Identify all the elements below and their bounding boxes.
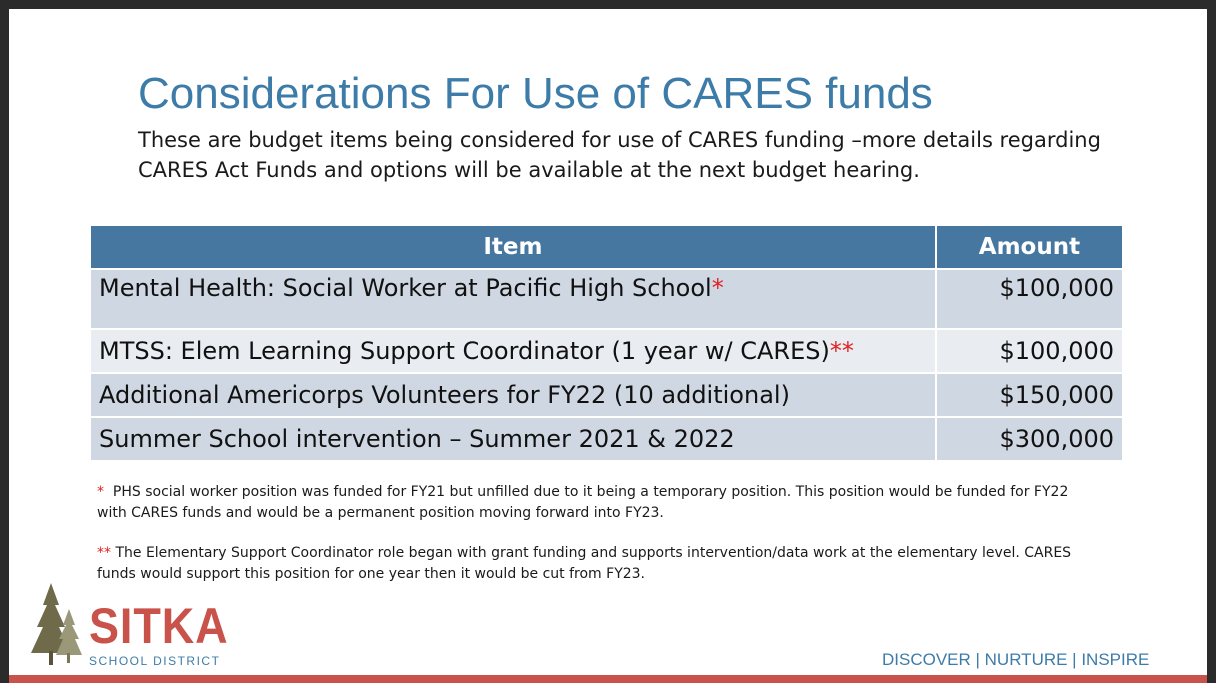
item-text: Mental Health: Social Worker at Pacific High School: [99, 274, 712, 302]
column-header-item: Item: [90, 225, 936, 269]
footnote-marker: *: [711, 274, 724, 302]
footnote-support-coordinator: [97, 543, 1117, 585]
item-cell: [90, 373, 936, 417]
window-frame-top: [0, 0, 1216, 9]
item-cell: [90, 329, 936, 373]
footnote-text: with CARES funds and would be a permanent position moving forward into FY23.: [97, 505, 664, 521]
item-cell: [90, 417, 936, 461]
window-frame-right: [1207, 0, 1216, 683]
subtitle-line: CARES Act Funds and options will be available at the next budget hearing.: [138, 158, 920, 182]
bottom-accent-bar: [9, 675, 1207, 683]
table-row: [90, 329, 1123, 373]
amount-cell: $150,000: [936, 373, 1123, 417]
column-header-amount: Amount: [936, 225, 1123, 269]
amount-cell: $100,000: [936, 329, 1123, 373]
amount-cell: $100,000: [936, 269, 1123, 329]
slide: [9, 9, 1207, 683]
item-text: MTSS: Elem Learning Support Coordinator (1 year w/ CARES): [99, 337, 830, 365]
item-text: Additional Americorps Volunteers for FY22 (10 additional): [99, 381, 790, 409]
footnote-marker: **: [829, 337, 854, 365]
tagline: DISCOVER | NURTURE | INSPIRE: [882, 650, 1150, 669]
budget-table: [89, 224, 1124, 462]
footnote-text: The Elementary Support Coordinator role began with grant funding and supports intervention/data work at the elementary level. CARES: [115, 545, 1072, 561]
footnote-text: PHS social worker position was funded for FY21 but unfilled due to it being a temporary position. This position would be funded for FY22: [112, 484, 1069, 500]
item-text: Summer School intervention – Summer 2021 & 2022: [99, 425, 735, 453]
footnote-text: funds would support this position for one year then it would be cut from FY23.: [97, 566, 646, 582]
slide-title: Considerations For Use of CARES funds: [138, 69, 933, 118]
amount-cell: $300,000: [936, 417, 1123, 461]
footnote-marker: **: [97, 545, 111, 561]
table-row: [90, 269, 1123, 329]
subtitle-line: These are budget items being considered for use of CARES funding –more details regarding: [138, 128, 1101, 152]
table-row: [90, 417, 1123, 461]
table-row: [90, 373, 1123, 417]
footnote-social-worker: [97, 482, 1117, 524]
logo-subtitle: SCHOOL DISTRICT: [89, 654, 221, 668]
slide-subtitle: [138, 125, 1101, 185]
item-cell: [90, 269, 936, 329]
logo-wordmark: SITKA: [89, 598, 229, 654]
footnote-marker: *: [97, 484, 104, 500]
table-header-row: [90, 225, 1123, 269]
